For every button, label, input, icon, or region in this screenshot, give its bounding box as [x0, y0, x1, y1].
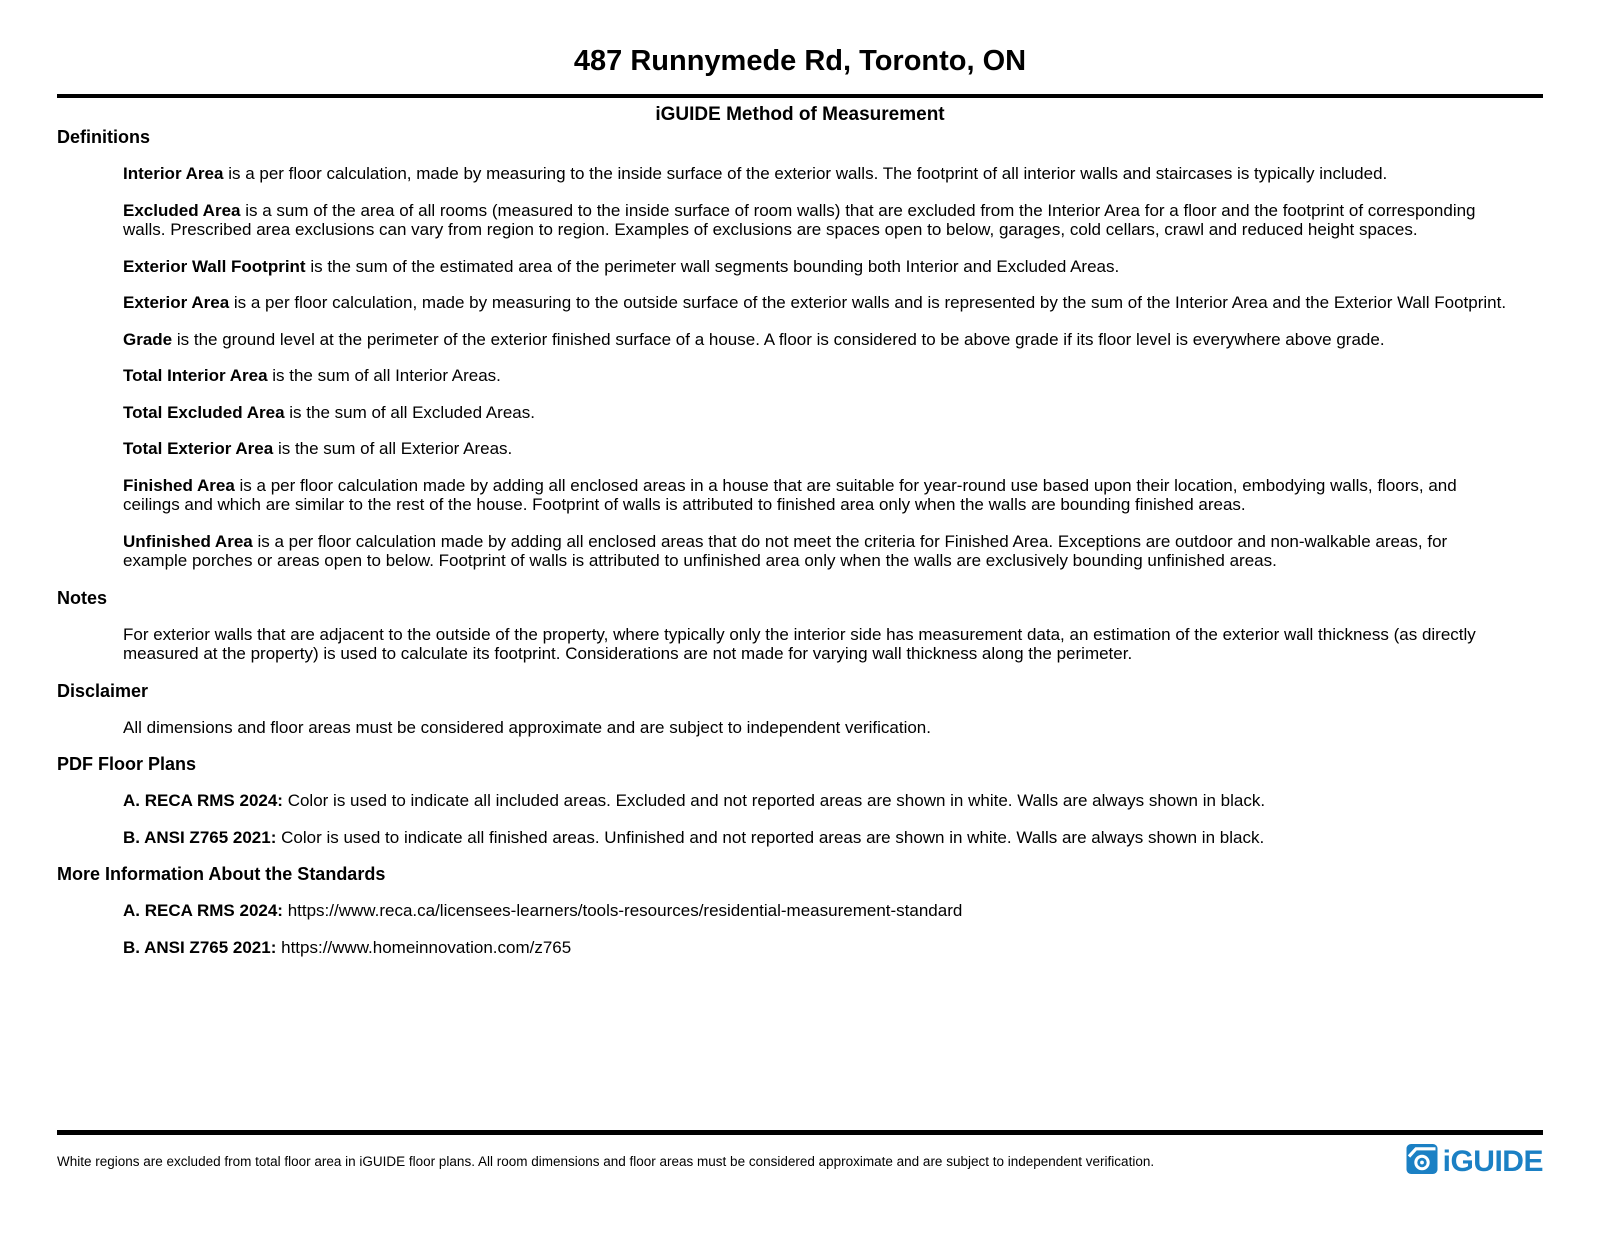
section	[57, 588, 1543, 664]
definition-paragraph	[123, 828, 1508, 848]
definition-paragraph	[123, 718, 1508, 738]
paragraph-text: Color is used to indicate all finished areas. Unfinished and not reported areas are shown in white. Walls are always shown in black.	[276, 827, 1265, 847]
paragraph-text: is the sum of all Exterior Areas.	[273, 439, 513, 458]
lead-term: Excluded Area	[123, 200, 241, 220]
section	[57, 754, 1543, 847]
section-paragraphs	[57, 901, 1543, 957]
lead-term: Total Interior Area	[123, 366, 268, 385]
definition-paragraph	[123, 901, 1508, 921]
footer-row	[57, 1143, 1543, 1180]
lead-term: Grade	[123, 329, 173, 349]
definition-paragraph	[123, 476, 1508, 515]
paragraph-text: is a per floor calculation made by adding all enclosed areas that do not meet the criteria for Finished Area. Exceptions are outdoor and non-walkable areas, for example porches or areas open to below. Footprint of walls is attributed to unfinished area only when the walls are exclusively bounding unfinished areas.	[123, 531, 1448, 570]
paragraph-text: is a sum of the area of all rooms (measured to the inside surface of room walls) that are excluded from the Interior Area for a floor and the footprint of corresponding walls. Prescribed area exclusions can vary from region to region. Examples of exclusions are spaces open to below, garages, cold cellars, crawl and reduced height spaces.	[123, 200, 1476, 239]
paragraph-text: is the sum of all Interior Areas.	[267, 366, 501, 385]
section-heading: Definitions	[57, 127, 150, 147]
lead-term: Total Excluded Area	[123, 402, 285, 422]
lead-term: A. RECA RMS 2024:	[123, 901, 283, 920]
definition-paragraph	[123, 201, 1508, 240]
definition-paragraph	[123, 293, 1508, 313]
lead-term: Unfinished Area	[123, 531, 253, 551]
lead-term: B. ANSI Z765 2021:	[123, 827, 277, 847]
paragraph-text: is a per floor calculation, made by measuring to the outside surface of the exterior walls and is represented by the sum of the Interior Area and the Exterior Wall Footprint.	[229, 293, 1507, 312]
lead-term: Total Exterior Area	[123, 439, 274, 458]
lead-term: Finished Area	[123, 475, 235, 495]
section-paragraphs	[57, 718, 1543, 738]
paragraph-text: is the sum of all Excluded Areas.	[284, 402, 535, 422]
paragraph-text: is the ground level at the perimeter of the exterior finished surface of a house. A floor is considered to be above grade if its floor level is everywhere above grade.	[172, 329, 1385, 349]
lead-term: Interior Area	[123, 164, 224, 183]
definition-paragraph	[123, 164, 1508, 184]
definition-paragraph	[123, 403, 1508, 423]
footer-rule	[57, 1130, 1543, 1135]
section-paragraphs	[57, 625, 1543, 664]
paragraph-text: is a per floor calculation, made by measuring to the inside surface of the exterior walls. The footprint of all interior walls and staircases is typically included.	[223, 164, 1388, 183]
iguide-camera-icon	[1406, 1143, 1438, 1180]
section	[57, 127, 1543, 571]
definition-paragraph	[123, 938, 1508, 958]
definition-paragraph	[123, 366, 1508, 386]
section-paragraphs	[57, 164, 1543, 571]
header-rule	[57, 94, 1543, 98]
section	[57, 864, 1543, 957]
paragraph-text: is the sum of the estimated area of the perimeter wall segments bounding both Interior and Excluded Areas.	[305, 256, 1120, 276]
definition-paragraph	[123, 791, 1508, 811]
paragraph-text: For exterior walls that are adjacent to the outside of the property, where typically only the interior side has measurement data, an estimation of the exterior wall thickness (as directly measured at the property) is used to calculate its footprint. Considerations are not made for varying wall thickness along the perimeter.	[123, 624, 1476, 663]
lead-term: Exterior Wall Footprint	[123, 256, 306, 276]
section-heading: Disclaimer	[57, 680, 149, 701]
section-paragraphs	[57, 791, 1543, 847]
footer-note: White regions are excluded from total floor area in iGUIDE floor plans. All room dimensions and floor areas must be considered approximate and are subject to independent verification.	[57, 1153, 1155, 1169]
lead-term: B. ANSI Z765 2021:	[123, 937, 277, 957]
lead-term: Exterior Area	[123, 293, 230, 312]
definition-paragraph	[123, 532, 1508, 571]
section-heading: Notes	[57, 587, 108, 608]
definition-paragraph	[123, 330, 1508, 350]
definition-paragraph	[123, 257, 1508, 277]
page-title: 487 Runnymede Rd, Toronto, ON	[573, 45, 1027, 77]
paragraph-text: is a per floor calculation made by adding all enclosed areas in a house that are suitable for year-round use based upon their location, embodying walls, floors, and ceilings and which are similar to the rest of the house. Footprint of walls is attributed to finished area only when the walls are bounding finished areas.	[123, 475, 1457, 514]
page-subtitle: iGUIDE Method of Measurement	[655, 104, 945, 125]
paragraph-text: https://www.reca.ca/licensees-learners/tools-resources/residential-measurement-standard	[282, 901, 963, 920]
sections	[57, 127, 1543, 957]
page-footer	[57, 1130, 1543, 1180]
paragraph-text: https://www.homeinnovation.com/z765	[276, 937, 572, 957]
definition-paragraph	[123, 625, 1508, 664]
section	[57, 681, 1543, 738]
section-heading: More Information About the Standards	[57, 864, 386, 884]
iguide-logo	[1406, 1143, 1543, 1180]
lead-term: A. RECA RMS 2024:	[123, 791, 283, 810]
definition-paragraph	[123, 439, 1508, 459]
paragraph-text: Color is used to indicate all included areas. Excluded and not reported areas are shown in white. Walls are always shown in black.	[282, 791, 1266, 810]
iguide-logo-text: iGUIDE	[1442, 1144, 1543, 1178]
section-heading: PDF Floor Plans	[57, 754, 197, 774]
paragraph-text: All dimensions and floor areas must be considered approximate and are subject to independent verification.	[123, 717, 931, 737]
